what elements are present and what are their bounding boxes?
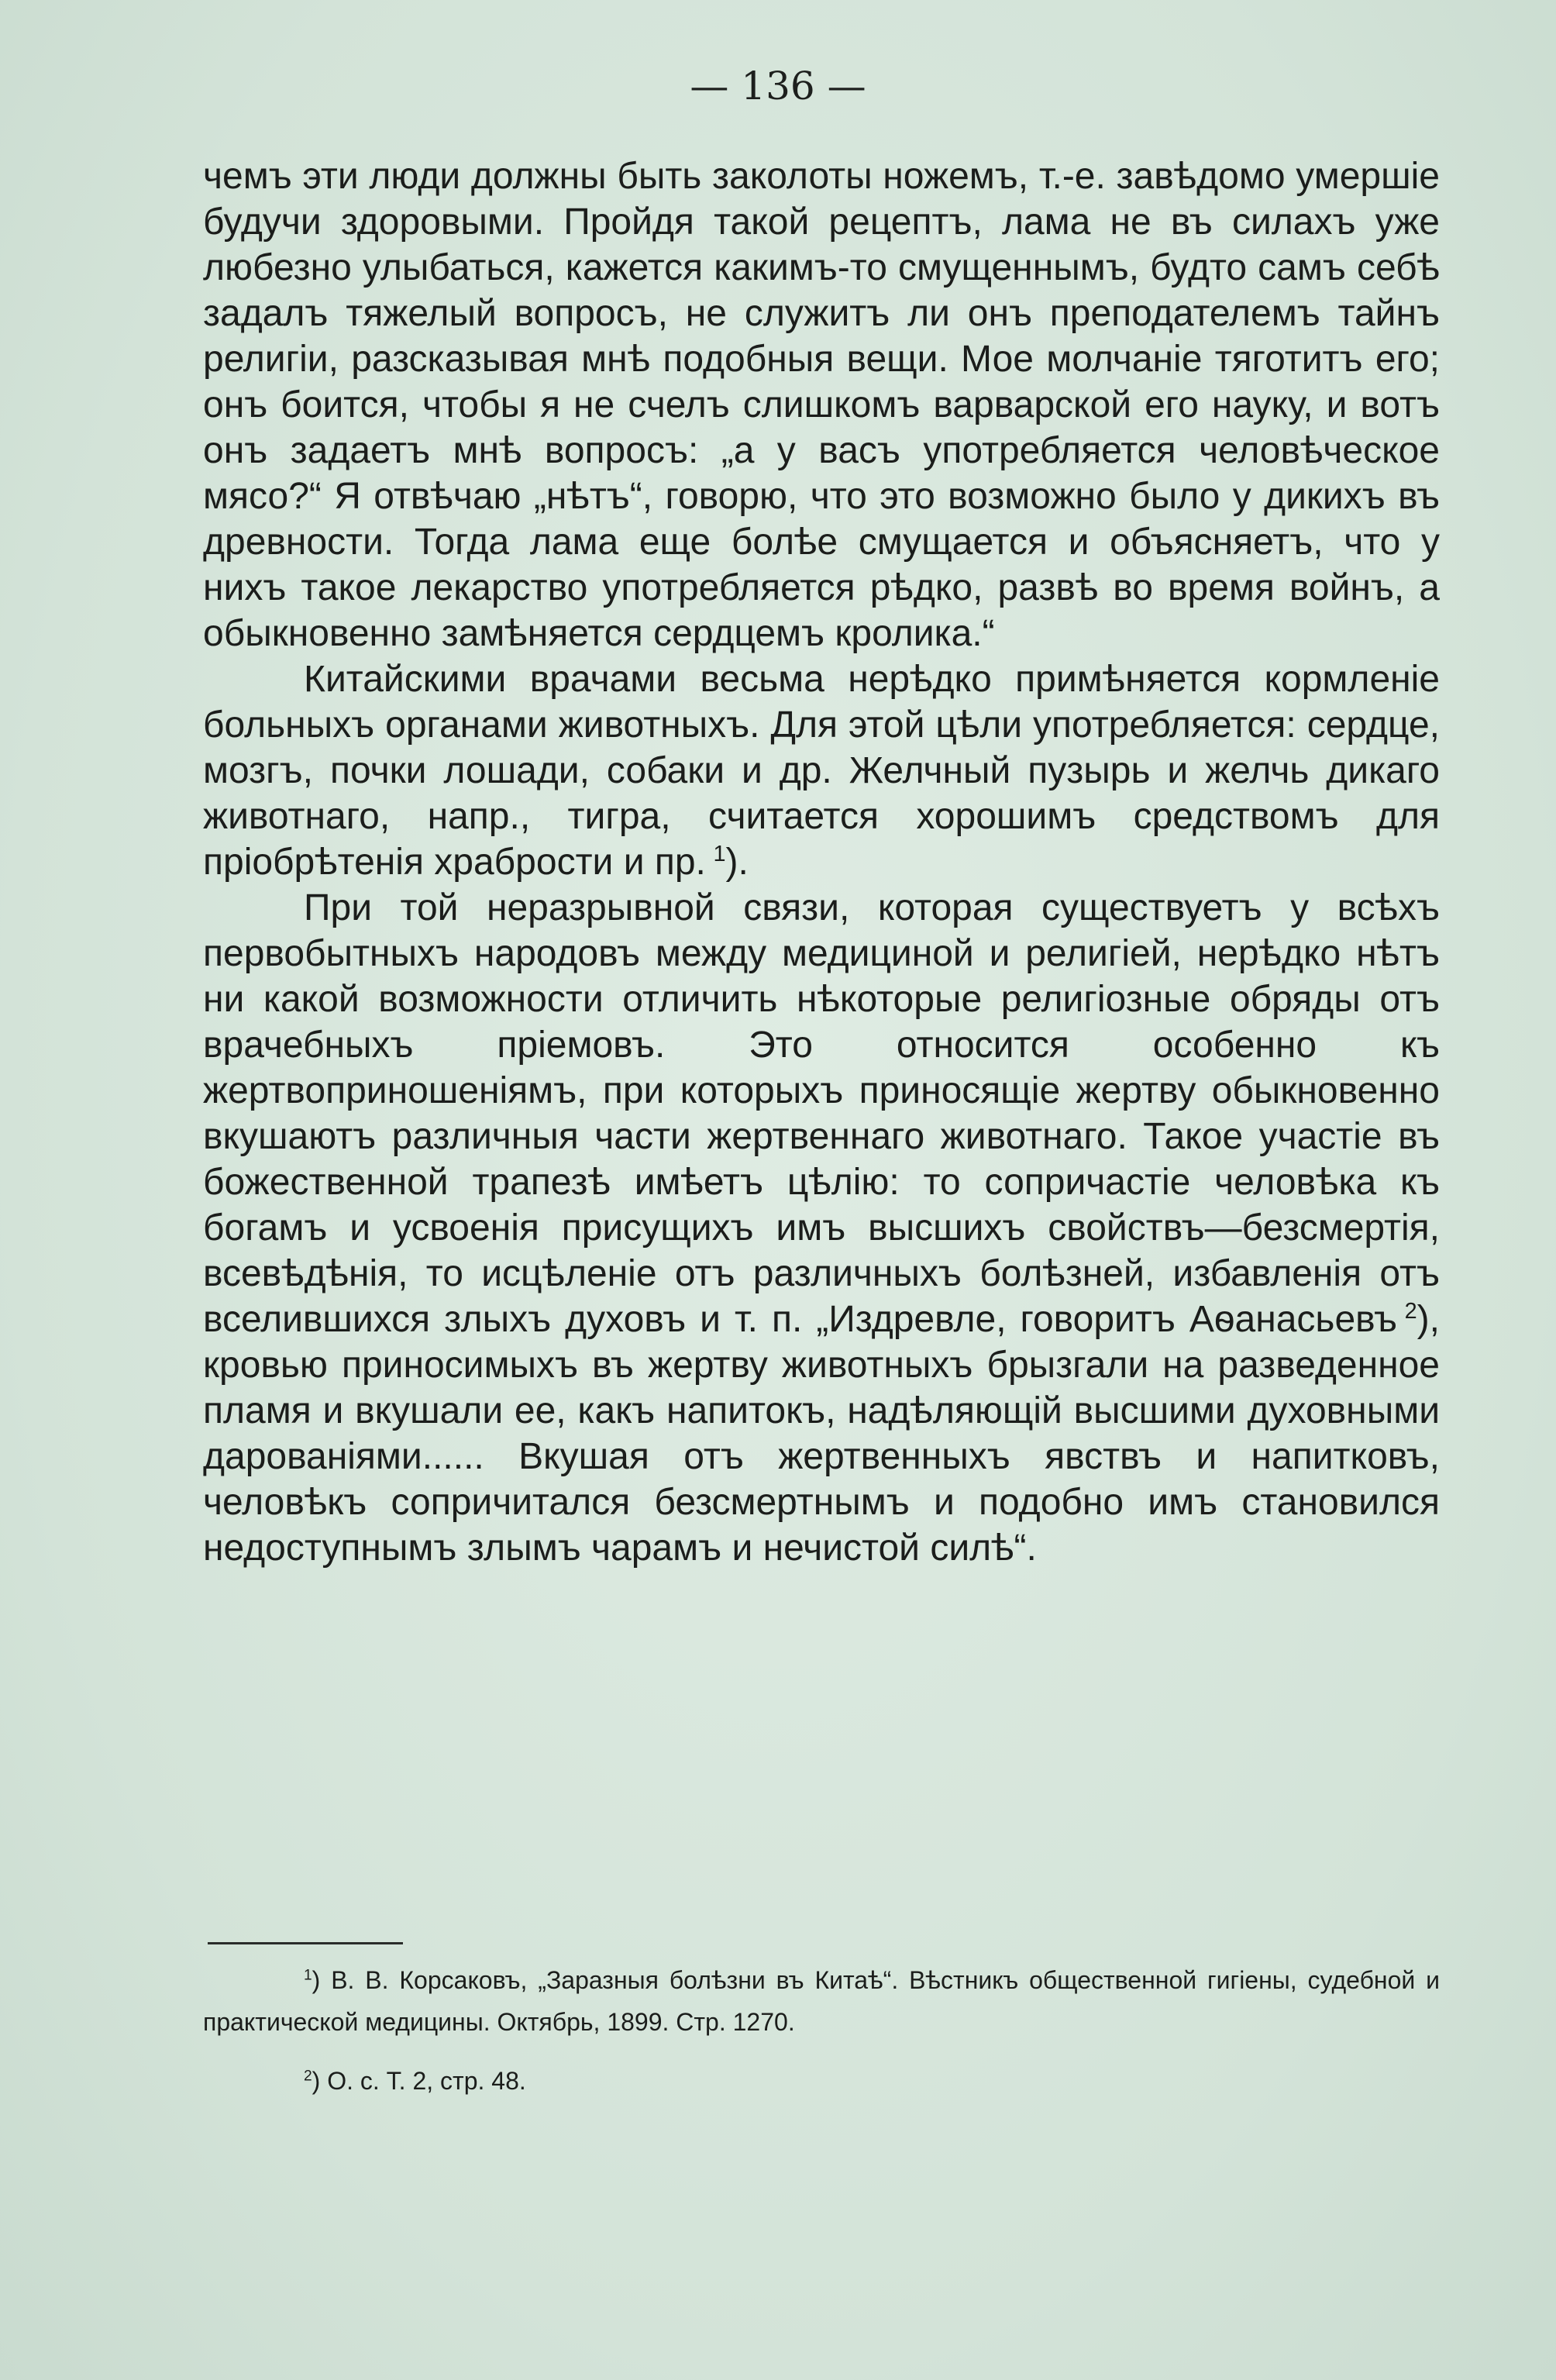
footnote-text: В. В. Корсаковъ, „Заразныя болѣзни въ Китаѣ“. Вѣстникъ общественной гигіены, судебной и практической медицины. Октябрь, 1899. Стр. 1270. [203, 1966, 1441, 2036]
footnote-marker: 1 [304, 1967, 312, 1984]
paragraph-text: ). [725, 842, 749, 883]
paragraph-text: Китайскими врачами весьма нерѣдко примѣняется кормленіе больныхъ органами животныхъ. Для этой цѣли употребляется: сердце, мозгъ, почки лошади, собаки и др. Желчный пузырь и желчь дикаго животнаго, напр., тигра, считается хорошимъ средствомъ для пріобрѣтенія храбрости и пр. [203, 659, 1440, 883]
footnote-marker: 2 [304, 2068, 312, 2085]
footnote: $^2$) О. с. Т. 2, стр. 48. [304, 2067, 526, 2095]
paragraph [203, 153, 1440, 656]
paragraph-text: При той неразрывной связи, которая существуетъ у всѣхъ первобытныхъ народовъ между медициной и религіей, нерѣдко нѣтъ ни какой возможности отличить нѣкоторые религіозные обряды отъ врачебныхъ пріемовъ. Это относится особенно къ жертвоприношеніямъ, при которыхъ приносящіе жертву обыкновенно вкушаютъ различныя части жертвеннаго животнаго. Такое участіе въ божественной трапезѣ имѣетъ цѣлію: то сопричастіе человѣка къ богамъ и усвоенія присущихъ имъ высшихъ свойствъ—безсмертія, всевѣдѣнія, то исцѣленіе отъ различныхъ болѣзней, избавленія отъ вселившихся злыхъ духовъ и т. п. „Издревле, говоритъ Аѳанасьевъ [203, 887, 1440, 1340]
main-text [203, 153, 1440, 1571]
footnote-ref: 1 [713, 842, 726, 866]
paragraph [203, 885, 1440, 1571]
paragraph [203, 656, 1440, 885]
footnote: $^1$) В. В. Корсаковъ, „Заразныя болѣзни въ Китаѣ“. Вѣстникъ общественной гигіены, судебной и практической медицины. Октябрь, 1899. Стр. 1270. [203, 1966, 1441, 2036]
footnote-divider [208, 1942, 403, 1944]
paragraph-text: ), кровью приносимыхъ въ жертву животныхъ брызгали на разведенное пламя и вкушали ее, какъ напитокъ, надѣляющій высшими духовными дарованіями...... Вкушая отъ жертвенныхъ явствъ и напитковъ, человѣкъ сопричитался безсмертнымъ и подобно имъ становился недоступнымъ злымъ чарамъ и нечистой силѣ“. [203, 1299, 1440, 1569]
paragraph-text: чемъ эти люди должны быть заколоты ножемъ, т.-е. завѣдомо умершіе будучи здоровыми. Пройдя такой рецептъ, лама не въ силахъ уже любезно улыбаться, кажется какимъ-то смущеннымъ, будто самъ себѣ задалъ тяжелый вопросъ, не служитъ ли онъ преподателемъ тайнъ религіи, разсказывая мнѣ подобныя вещи. Мое молчаніе тяготитъ его; онъ боится, чтобы я не счелъ слишкомъ варварской его науку, и вотъ онъ задаетъ мнѣ вопросъ: „а у васъ употребляется человѣческое мясо?“ Я отвѣчаю „нѣтъ“, говорю, что это возможно было у дикихъ въ древности. Тогда лама еще болѣе смущается и объясняетъ, что у нихъ такое лекарство употребляется рѣдко, развѣ во время войнъ, а обыкновенно замѣняется сердцемъ кролика.“ [203, 156, 1440, 654]
footnotes [203, 1959, 1440, 2119]
footnote-ref: 2 [1404, 1299, 1417, 1324]
page-number: — 136 — [690, 64, 866, 108]
footnote-text: О. с. Т. 2, стр. 48. [327, 2067, 526, 2095]
